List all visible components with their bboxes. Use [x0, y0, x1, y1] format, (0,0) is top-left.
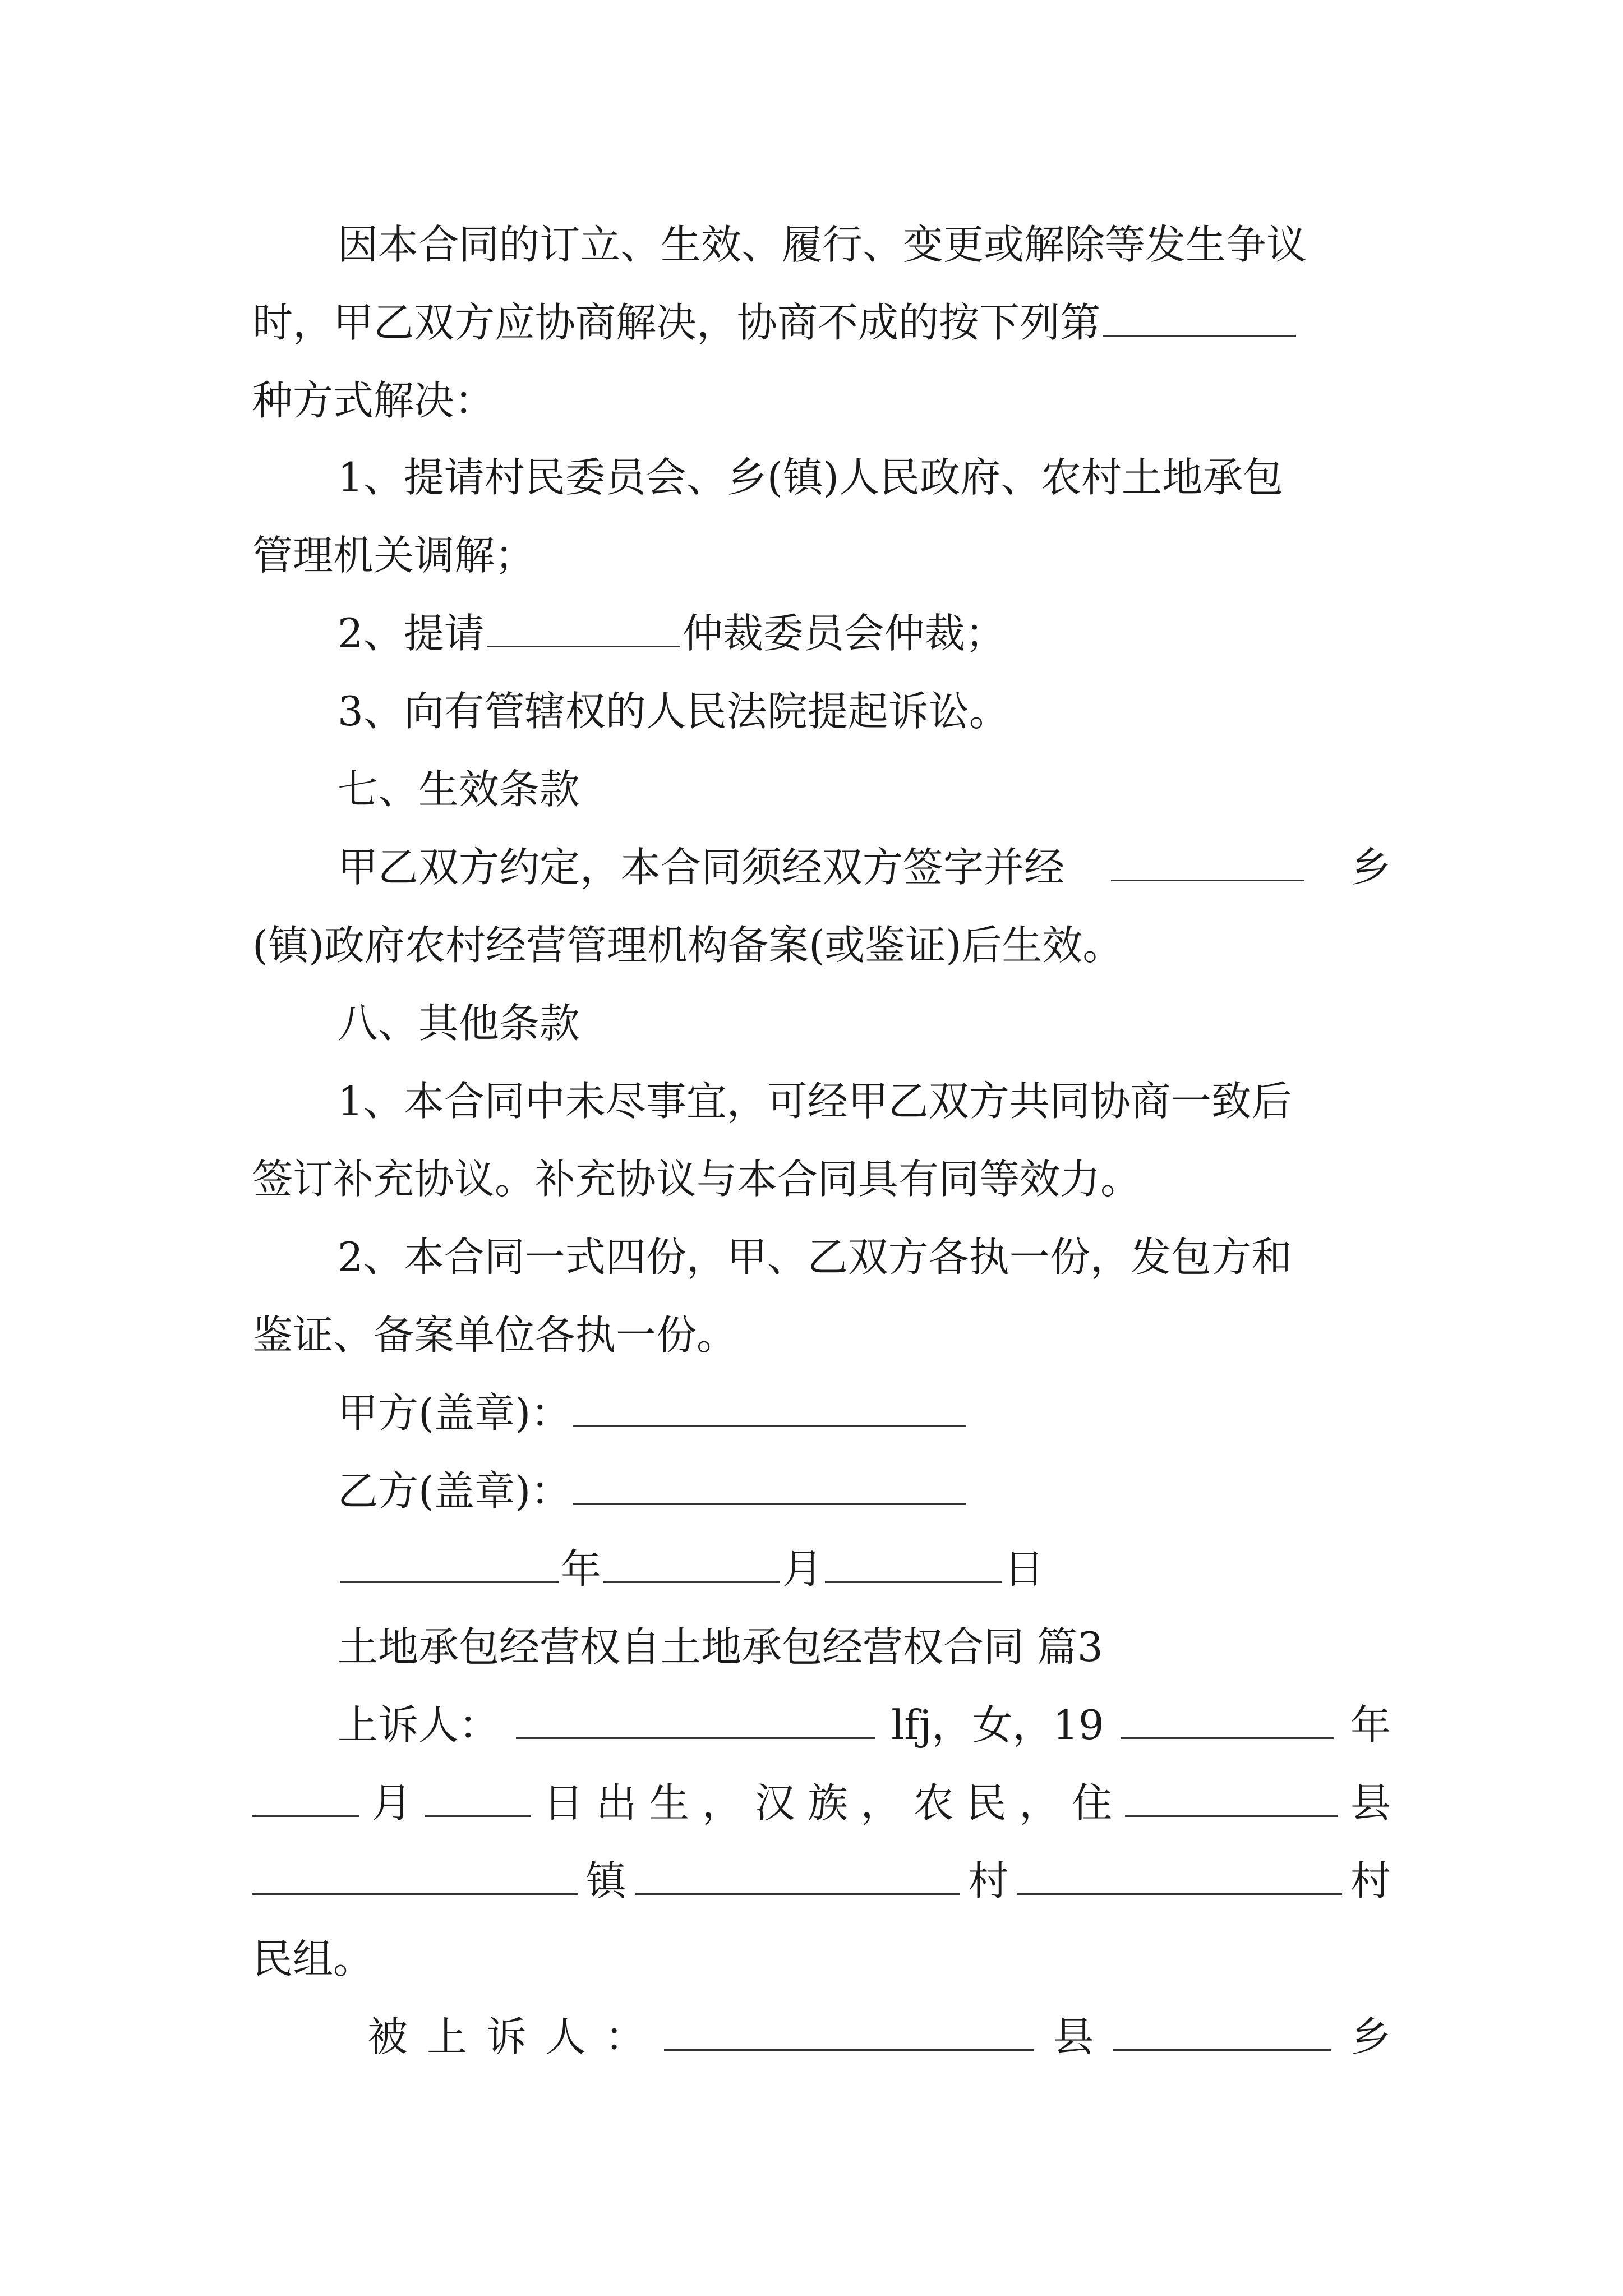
line-text: 月 [782, 1545, 823, 1593]
line-text: 2、提请 [338, 610, 485, 657]
fill-blank [573, 1461, 966, 1505]
line-text: 县 [1350, 1779, 1391, 1826]
line-text: 村 [1350, 1857, 1391, 1904]
line-text: 年 [561, 1545, 602, 1593]
fill-blank [1111, 837, 1304, 881]
line-text: 年 [1350, 1701, 1391, 1749]
line-text: 生 [649, 1779, 690, 1826]
line-text: 日 [1004, 1545, 1045, 1593]
paragraph-line [252, 292, 1391, 353]
paragraph-line: 种方式解决： [252, 377, 495, 424]
paragraph-line: 1、本合同中未尽事宜，可经甲乙双方共同协商一致后 [338, 1078, 1292, 1125]
paragraph-line: 3、向有管辖权的人民法院提起诉讼。 [338, 688, 1009, 735]
paragraph-line [338, 836, 1391, 898]
line-text: ， [702, 1779, 743, 1826]
line-text: 族 [808, 1779, 849, 1826]
fill-blank [1125, 1773, 1338, 1817]
line-text: 乙方(盖章)： [338, 1467, 571, 1515]
paragraph-line: 因本合同的订立、生效、履行、变更或解除等发生争议 [338, 221, 1307, 268]
line-text: ， [1019, 1779, 1060, 1826]
line-text: 上诉人： [338, 1701, 500, 1749]
line-text: 月 [371, 1779, 412, 1826]
fill-blank [1113, 2007, 1331, 2051]
line-text: 甲方(盖章)： [338, 1389, 571, 1437]
fill-blank [573, 1383, 966, 1427]
line-text: 甲乙双方约定，本合同须经双方签字并经 [338, 844, 1065, 891]
fill-blank [425, 1773, 531, 1817]
paragraph-line [338, 602, 1391, 664]
fill-blank [664, 2007, 1034, 2051]
paragraph-line: 民组。 [252, 1935, 374, 1982]
line-text: 诉 [486, 2013, 527, 2060]
fill-blank [603, 1539, 780, 1583]
line-text: 上 [426, 2013, 467, 2060]
paragraph-line [252, 1772, 1391, 1834]
fill-blank [516, 1695, 875, 1739]
section-title: 土地承包经营权自土地承包经营权合同 篇3 [338, 1623, 1103, 1671]
line-text: 农 [913, 1779, 954, 1826]
line-text: lfj，女，19 [891, 1701, 1104, 1749]
fill-blank [1103, 292, 1296, 337]
paragraph-line: 1、提请村民委员会、乡(镇)人民政府、农村土地承包 [338, 454, 1283, 501]
fill-blank [340, 1539, 559, 1583]
section-heading: 七、生效条款 [338, 766, 580, 813]
line-text: 汉 [754, 1779, 795, 1826]
line-text: 仲裁委员会仲裁； [682, 610, 1006, 657]
line-text: 出 [596, 1779, 637, 1826]
signature-line-party-b [338, 1460, 1391, 1522]
line-text: 时，甲乙双方应协商解决，协商不成的按下列第 [252, 299, 1101, 346]
paragraph-line: 2、本合同一式四份，甲、乙双方各执一份，发包方和 [338, 1234, 1292, 1281]
line-text: 镇 [585, 1857, 626, 1904]
paragraph-line: 鉴证、备案单位各执一份。 [252, 1312, 737, 1359]
line-text: 村 [968, 1857, 1009, 1904]
line-text: 乡 [1350, 2013, 1391, 2060]
fill-blank [252, 1851, 578, 1895]
paragraph-line: 管理机关调解； [252, 532, 536, 579]
paragraph-line [252, 1850, 1391, 1912]
paragraph-line [367, 2006, 1391, 2068]
date-line [338, 1538, 1391, 1600]
line-text: 县 [1053, 2013, 1094, 2060]
line-text: 被 [367, 2013, 408, 2060]
line-text: 住 [1072, 1779, 1113, 1826]
paragraph-line [338, 1694, 1391, 1756]
fill-blank [1121, 1695, 1334, 1739]
fill-blank [252, 1773, 359, 1817]
fill-blank [487, 603, 680, 647]
fill-blank [1017, 1851, 1342, 1895]
fill-blank [635, 1851, 960, 1895]
line-text: 人 [545, 2013, 586, 2060]
line-text: 乡 [1350, 844, 1391, 891]
section-heading: 八、其他条款 [338, 1000, 580, 1047]
line-text: 日 [543, 1779, 584, 1826]
line-text: ， [860, 1779, 901, 1826]
paragraph-line: (镇)政府农村经营管理机构备案(或鉴证)后生效。 [252, 922, 1123, 969]
signature-line-party-a [338, 1382, 1391, 1444]
fill-blank [825, 1539, 1002, 1583]
paragraph-line: 签订补充协议。补充协议与本合同具有同等效力。 [252, 1156, 1141, 1203]
line-text: ： [605, 2013, 645, 2060]
line-text: 民 [966, 1779, 1007, 1826]
